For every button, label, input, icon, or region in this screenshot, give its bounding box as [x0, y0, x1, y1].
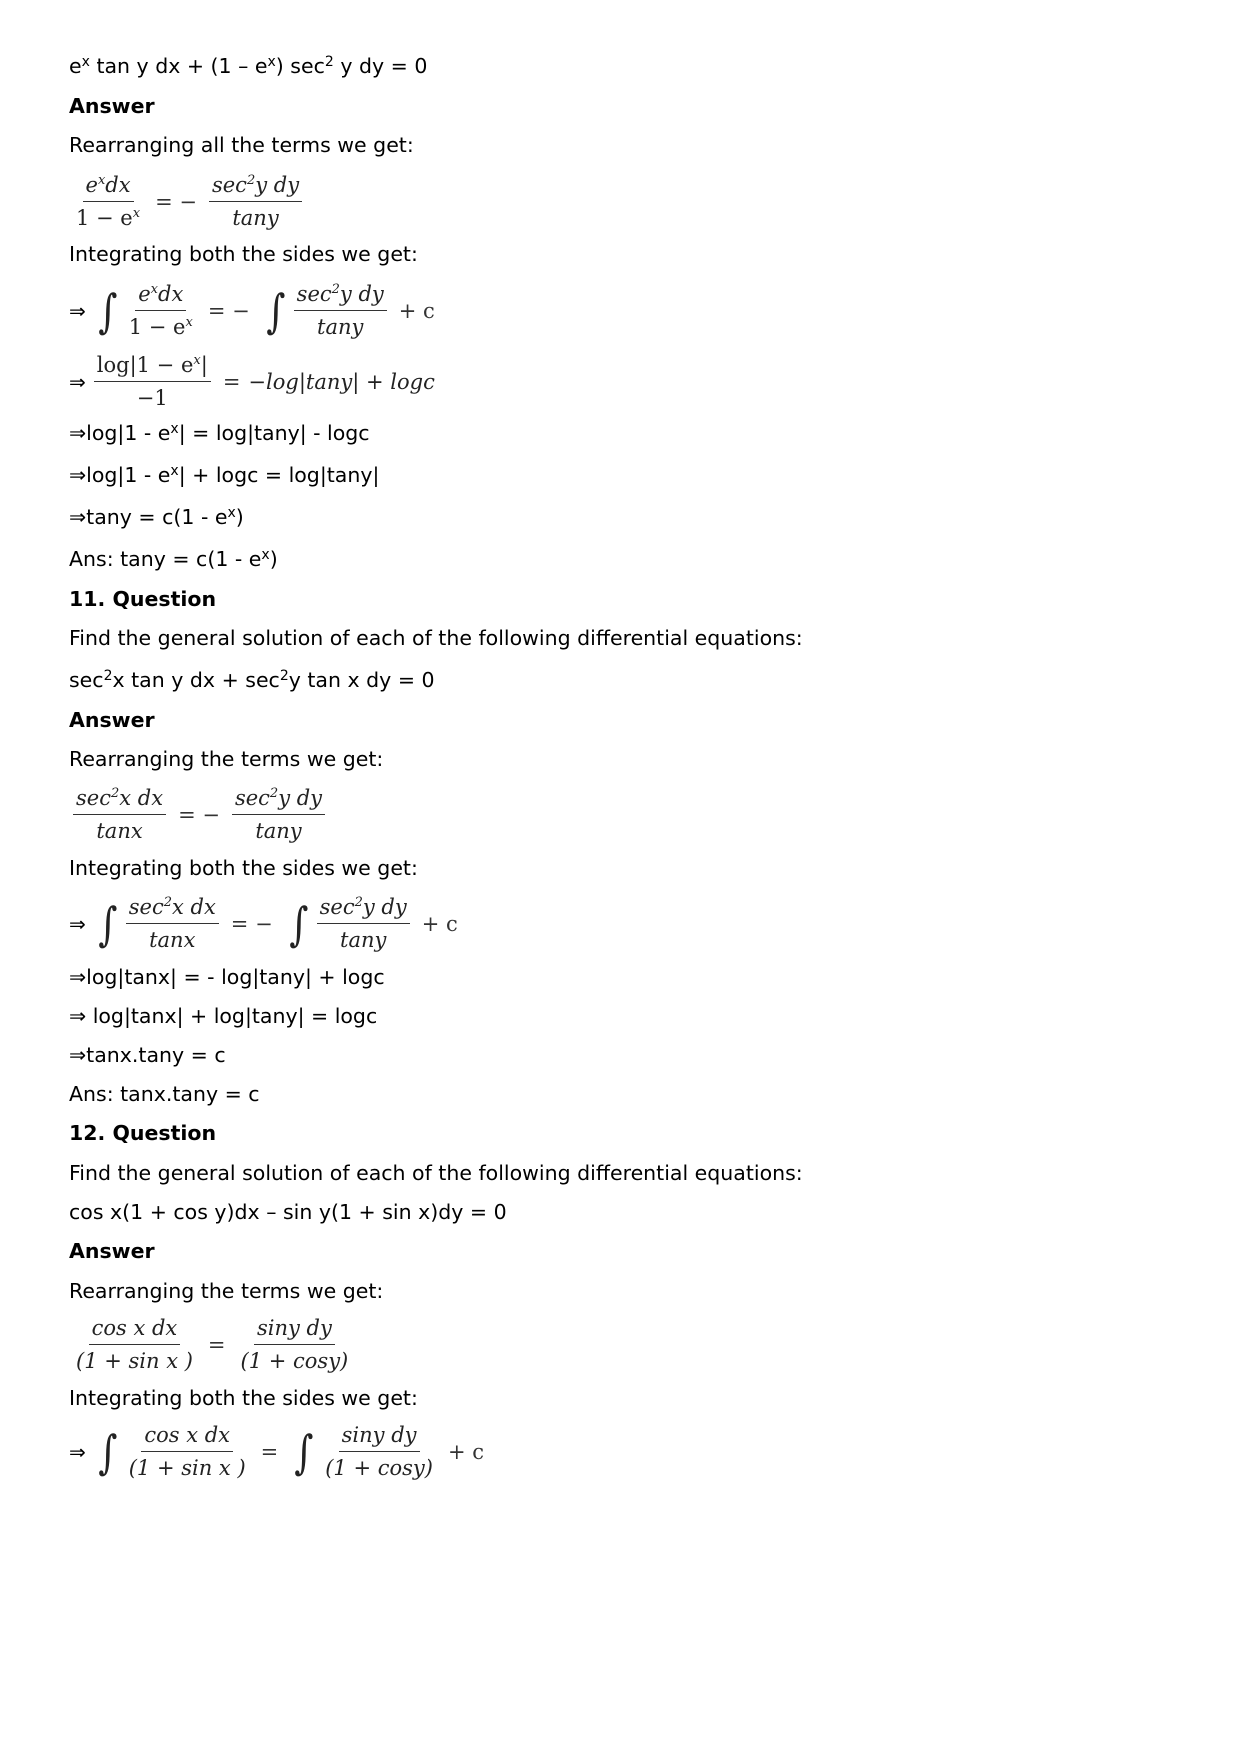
- fraction-left: $\frac{e^xdx}{1 - e^x}$: [76, 173, 141, 230]
- step-line: ⇒log|1 - $e^x| + \log c = \log|\tan y|$: [69, 463, 380, 487]
- step-line: ⇒tany = $c(1 - e^x)$: [69, 505, 244, 529]
- integral-sign: ∫: [98, 1424, 118, 1479]
- integral-sign: ∫: [98, 283, 118, 338]
- math-fraction: [69, 785, 329, 844]
- equals-sign: =: [222, 369, 241, 394]
- question-prompt: Find the general solution of each of the following differential equations:: [69, 626, 803, 650]
- question-prompt: Find the general solution of each of the following differential equations:: [69, 1161, 803, 1185]
- equals-sign: = −: [178, 802, 220, 827]
- answer-label: Answer: [69, 708, 155, 732]
- final-answer: Ans: tanx.tany = c: [69, 1082, 260, 1106]
- equals-sign: = −: [230, 911, 273, 936]
- math-fraction: [69, 1315, 355, 1374]
- fraction-log: $\frac{\log|1 - e^x|}{-1}$: [94, 352, 211, 411]
- fraction-right: $\frac{\sec^2y dy}{\tan y}$: [209, 172, 302, 231]
- final-answer: Ans: $\tan y = c(1 - e^x)$: [69, 547, 278, 571]
- rearranging-text: Rearranging all the terms we get:: [69, 133, 414, 157]
- plus-constant: + c: [421, 911, 458, 936]
- log-rhs: −log|tany| + logc: [248, 369, 435, 394]
- answer-label: Answer: [69, 94, 155, 118]
- question-title: 11. Question: [69, 587, 217, 611]
- fraction-left: $\frac{\sec^2x dx}{\tan x}$: [126, 894, 219, 953]
- fraction-right: $\frac{\text{siny dy}}{(1 + \cos y)}$: [240, 1316, 349, 1373]
- equation-q10: $e^x$ tan y dx + $(1 - e^x)$ $\sec^2 y$ dy = 0: [69, 54, 428, 78]
- equals-sign: =: [207, 1332, 226, 1357]
- plus-constant: + c: [447, 1439, 485, 1464]
- rearranging-text: Rearranging the terms we get:: [69, 1279, 384, 1303]
- fraction-left: $\frac{e^xdx}{1 - e^x}$: [128, 282, 193, 339]
- math-integral: [69, 1422, 492, 1481]
- step-line: ⇒tanx.tany = c: [69, 1043, 226, 1067]
- equals-sign: = −: [155, 189, 197, 214]
- step-line: ⇒log|tanx| = - log|tany| + logc: [69, 965, 385, 989]
- fraction-right: $\frac{\text{siny dy}}{(1 + \cos y)}$: [325, 1423, 433, 1480]
- implies-arrow: ⇒: [69, 911, 86, 936]
- fraction-left: $\frac{\text{cos x dx}}{\text{(1 + sin x )}}$: [128, 1423, 246, 1480]
- question-title: 12. Question: [69, 1121, 217, 1145]
- math-integral: [69, 281, 443, 340]
- integrating-text: Integrating both the sides we get:: [69, 242, 418, 266]
- fraction-right: $\frac{\sec^2y dy}{\tan y}$: [317, 894, 410, 953]
- implies-arrow: ⇒: [69, 298, 86, 323]
- equation-q11: $\sec^2x$ tan y dx + $\sec^2y$ tan x dy = 0: [69, 668, 435, 692]
- implies-arrow: ⇒: [69, 369, 86, 394]
- equation-q12: cos x(1 + cos y)dx – sin y(1 + sin x)dy = 0: [69, 1200, 507, 1224]
- plus-constant: + c: [398, 298, 435, 323]
- math-integral: [69, 894, 466, 953]
- math-log: [69, 352, 435, 411]
- math-fraction: [69, 172, 306, 231]
- integral-sign: ∫: [294, 1424, 314, 1479]
- answer-label: Answer: [69, 1239, 155, 1263]
- integrating-text: Integrating both the sides we get:: [69, 856, 418, 880]
- fraction-right: $\frac{\sec^2y dy}{\tan y}$: [232, 785, 325, 844]
- step-line: ⇒ log|tanx| + log|tany| = logc: [69, 1004, 378, 1028]
- fraction-right: $\frac{\sec^2y dy}{\tan y}$: [294, 281, 387, 340]
- equals-sign: = −: [207, 298, 250, 323]
- equals-sign: =: [260, 1439, 279, 1464]
- rearranging-text: Rearranging the terms we get:: [69, 747, 384, 771]
- fraction-left: $\frac{\text{cos x dx}}{\text{(1 + sin x )}}$: [76, 1316, 193, 1373]
- fraction-left: $\frac{\sec^2x dx}{\tan x}$: [73, 785, 166, 844]
- implies-arrow: ⇒: [69, 1439, 86, 1464]
- step-line: ⇒log|1 - $e^x| = \log|\tan y| - \log c$: [69, 421, 370, 445]
- integral-sign: ∫: [289, 896, 309, 951]
- integrating-text: Integrating both the sides we get:: [69, 1386, 418, 1410]
- integral-sign: ∫: [266, 283, 286, 338]
- integral-sign: ∫: [98, 896, 118, 951]
